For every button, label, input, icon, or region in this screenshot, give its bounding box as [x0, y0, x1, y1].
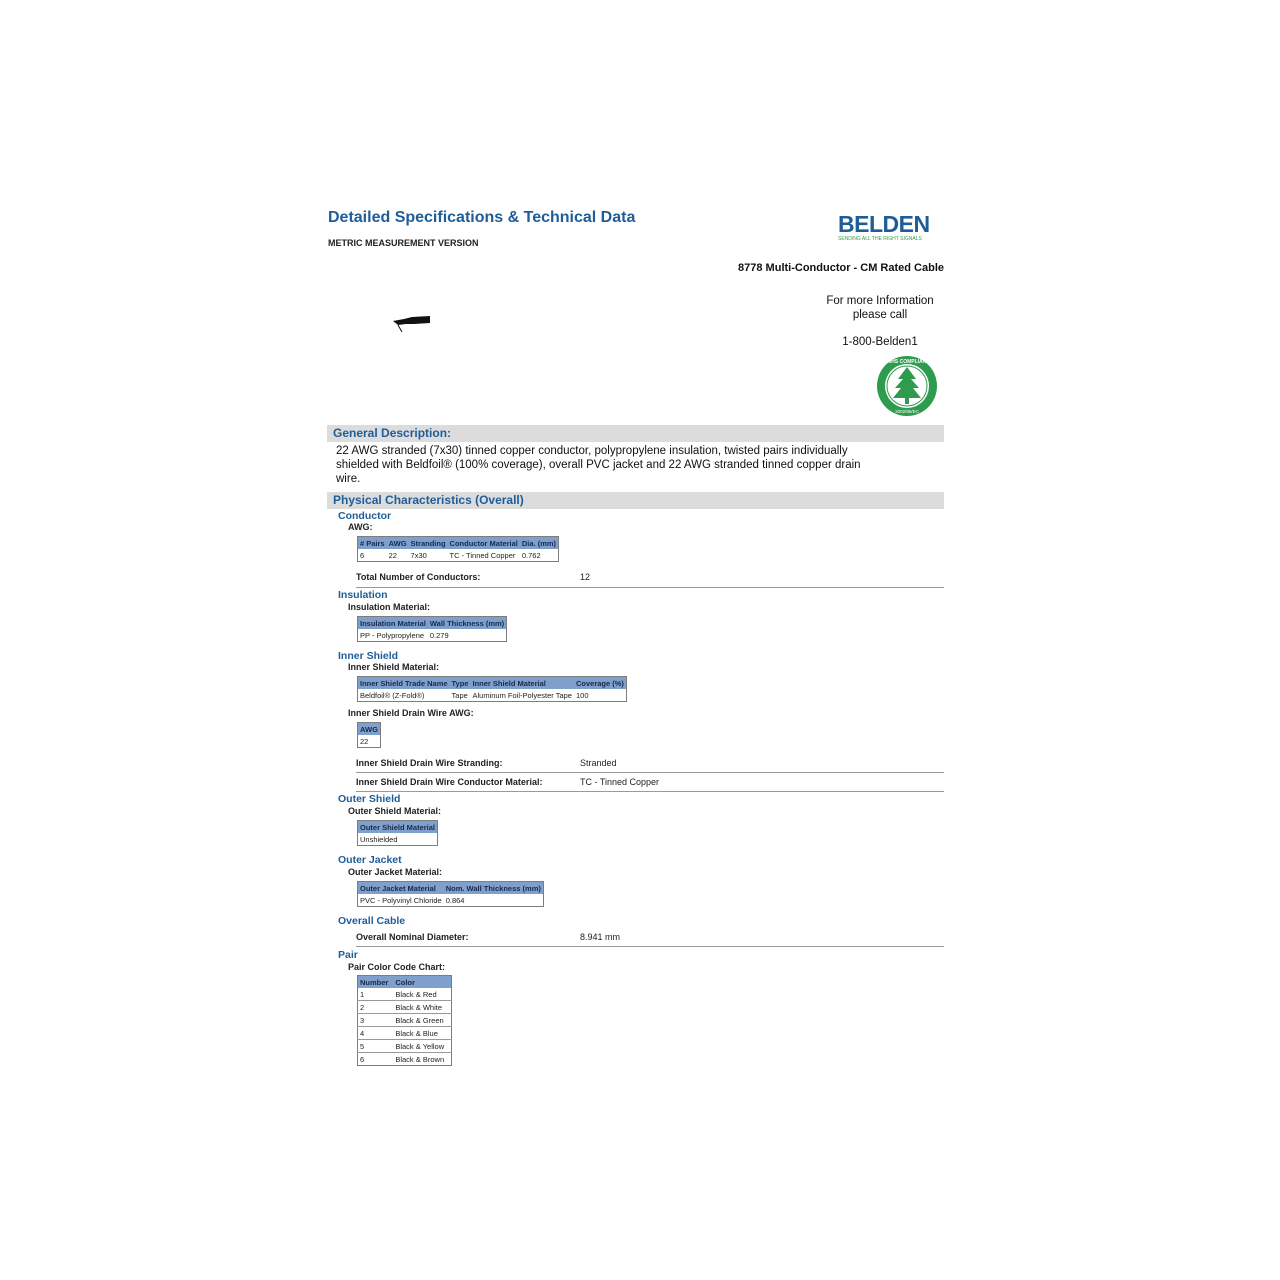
insulation-sub: Insulation Material: — [348, 602, 431, 612]
col-nom-wall-thickness: Nom. Wall Thickness (mm) — [444, 882, 544, 895]
cable-image — [390, 312, 432, 334]
total-conductors-value: 12 — [580, 572, 591, 582]
cell-number: 5 — [358, 1040, 394, 1053]
seal-bottom-text: 2002/95/EC — [895, 409, 919, 414]
info-line-2: please call — [852, 309, 908, 321]
page-subtitle: METRIC MEASUREMENT VERSION — [328, 238, 479, 248]
inner-shield-title: Inner Shield — [338, 650, 399, 662]
drain-stranding-label: Inner Shield Drain Wire Stranding: — [356, 758, 503, 768]
cell-dia: 0.762 — [520, 549, 559, 562]
col-insulation-material: Insulation Material — [358, 617, 428, 630]
cell-drain-awg: 22 — [358, 735, 381, 748]
cell-outer-shield-material: Unshielded — [358, 833, 438, 846]
cell-inner-shield-material: Aluminum Foil-Polyester Tape — [472, 690, 572, 700]
cell-jacket-material: PVC - Polyvinyl Chloride — [358, 894, 444, 907]
logo-tagline: SENDING ALL THE RIGHT SIGNALS — [838, 236, 922, 242]
cell-number: 4 — [358, 1027, 394, 1040]
col-color: Color — [393, 976, 451, 989]
outer-shield-table — [357, 820, 438, 846]
total-conductors-label: Total Number of Conductors: — [356, 572, 481, 582]
overall-cable-title: Overall Cable — [338, 915, 406, 927]
col-dia: Dia. (mm) — [520, 537, 559, 550]
cell-pairs: 6 — [358, 549, 387, 562]
outer-jacket-sub: Outer Jacket Material: — [348, 867, 443, 877]
col-stranding: Stranding — [410, 538, 446, 548]
cell-color: Black & Red — [393, 988, 451, 1001]
col-outer-shield-material: Outer Shield Material — [358, 821, 438, 834]
table-row — [358, 1014, 452, 1027]
product-name: 8778 Multi-Conductor - CM Rated Cable — [738, 262, 944, 274]
col-conductor-material: Conductor Material — [449, 538, 518, 548]
cell-color: Black & Brown — [393, 1053, 451, 1066]
conductor-title: Conductor — [338, 510, 392, 522]
table-row — [358, 1053, 452, 1066]
inner-shield-table — [357, 676, 627, 702]
divider — [356, 791, 944, 792]
drain-stranding-value: Stranded — [580, 758, 617, 768]
cell-conductor-material: TC - Tinned Copper — [448, 549, 520, 562]
col-trade-name: Inner Shield Trade Name — [358, 677, 450, 690]
rohs-seal-icon — [876, 355, 938, 417]
pair-title: Pair — [338, 949, 358, 961]
outer-jacket-title: Outer Jacket — [338, 854, 402, 866]
table-row — [358, 549, 559, 562]
page-title: Detailed Specifications & Technical Data — [328, 209, 636, 226]
col-drain-awg: AWG — [358, 723, 381, 736]
cell-insulation-material: PP - Polypropylene — [358, 629, 428, 642]
col-inner-shield-material: Inner Shield Material — [470, 677, 574, 690]
table-row — [358, 1027, 452, 1040]
outer-jacket-table — [357, 881, 544, 907]
table-row — [358, 1001, 452, 1014]
table-row — [358, 689, 627, 702]
cell-color: Black & Blue — [393, 1027, 451, 1040]
cell-stranding: 7x30 — [409, 549, 448, 562]
cell-color: Black & Green — [393, 1014, 451, 1027]
col-jacket-material: Outer Jacket Material — [358, 882, 444, 895]
belden-logo — [838, 212, 938, 246]
drain-material-value: TC - Tinned Copper — [580, 777, 660, 787]
general-description-text: 22 AWG stranded (7x30) tinned copper conductor, polypropylene insulation, twisted pairs individually shielded with Beldfoil® (100% coverage), overall PVC jacket and 22 AWG stranded tinned copper drain wire. — [336, 445, 861, 485]
drain-awg-table — [357, 722, 381, 748]
conductor-table — [357, 536, 559, 562]
table-row — [358, 629, 507, 642]
cell-number: 6 — [358, 1053, 394, 1066]
overall-diameter-value: 8.941 mm — [580, 932, 621, 942]
col-pairs: # Pairs — [358, 537, 387, 550]
phone-number: 1-800-Belden1 — [842, 336, 918, 348]
table-row — [358, 1040, 452, 1053]
cell-color: Black & Yellow — [393, 1040, 451, 1053]
seal-top-text: RoHS COMPLIANT — [884, 359, 930, 365]
divider — [356, 772, 944, 773]
logo-wordmark: BELDEN — [838, 211, 930, 237]
overall-diameter-label: Overall Nominal Diameter: — [356, 932, 469, 942]
cell-type: Tape — [450, 689, 471, 702]
conductor-sub: AWG: — [348, 522, 373, 532]
insulation-table — [357, 616, 507, 642]
col-coverage: Coverage (%) — [574, 677, 626, 690]
general-description-heading: General Description: — [327, 425, 944, 442]
cell-trade-name: Beldfoil® (Z-Fold®) — [358, 689, 450, 702]
pair-sub: Pair Color Code Chart: — [348, 962, 446, 972]
col-wall-thickness: Wall Thickness (mm) — [428, 617, 507, 630]
pair-color-table — [357, 975, 452, 1066]
table-row — [358, 833, 438, 846]
col-awg: AWG — [388, 538, 407, 548]
insulation-title: Insulation — [338, 589, 388, 601]
info-line-1: For more Information — [826, 295, 934, 307]
outer-shield-sub: Outer Shield Material: — [348, 806, 442, 816]
table-row — [358, 988, 452, 1001]
cell-awg: 22 — [387, 549, 409, 562]
info-block — [810, 294, 950, 322]
cell-nom-wall-thickness: 0.864 — [444, 894, 544, 907]
cell-color: Black & White — [393, 1001, 451, 1014]
physical-heading: Physical Characteristics (Overall) — [327, 492, 944, 509]
divider — [356, 946, 944, 947]
cell-number: 1 — [358, 988, 394, 1001]
col-number: Number — [358, 976, 394, 989]
divider — [356, 587, 944, 588]
cell-wall-thickness: 0.279 — [428, 629, 507, 642]
outer-shield-title: Outer Shield — [338, 793, 401, 805]
cell-number: 3 — [358, 1014, 394, 1027]
table-row — [358, 735, 381, 748]
col-type: Type — [451, 678, 469, 688]
drain-material-label: Inner Shield Drain Wire Conductor Material: — [356, 777, 543, 787]
cell-coverage: 100 — [574, 689, 626, 702]
cell-number: 2 — [358, 1001, 394, 1014]
drain-awg-sub: Inner Shield Drain Wire AWG: — [348, 708, 474, 718]
inner-shield-sub: Inner Shield Material: — [348, 662, 440, 672]
table-row — [358, 894, 544, 907]
